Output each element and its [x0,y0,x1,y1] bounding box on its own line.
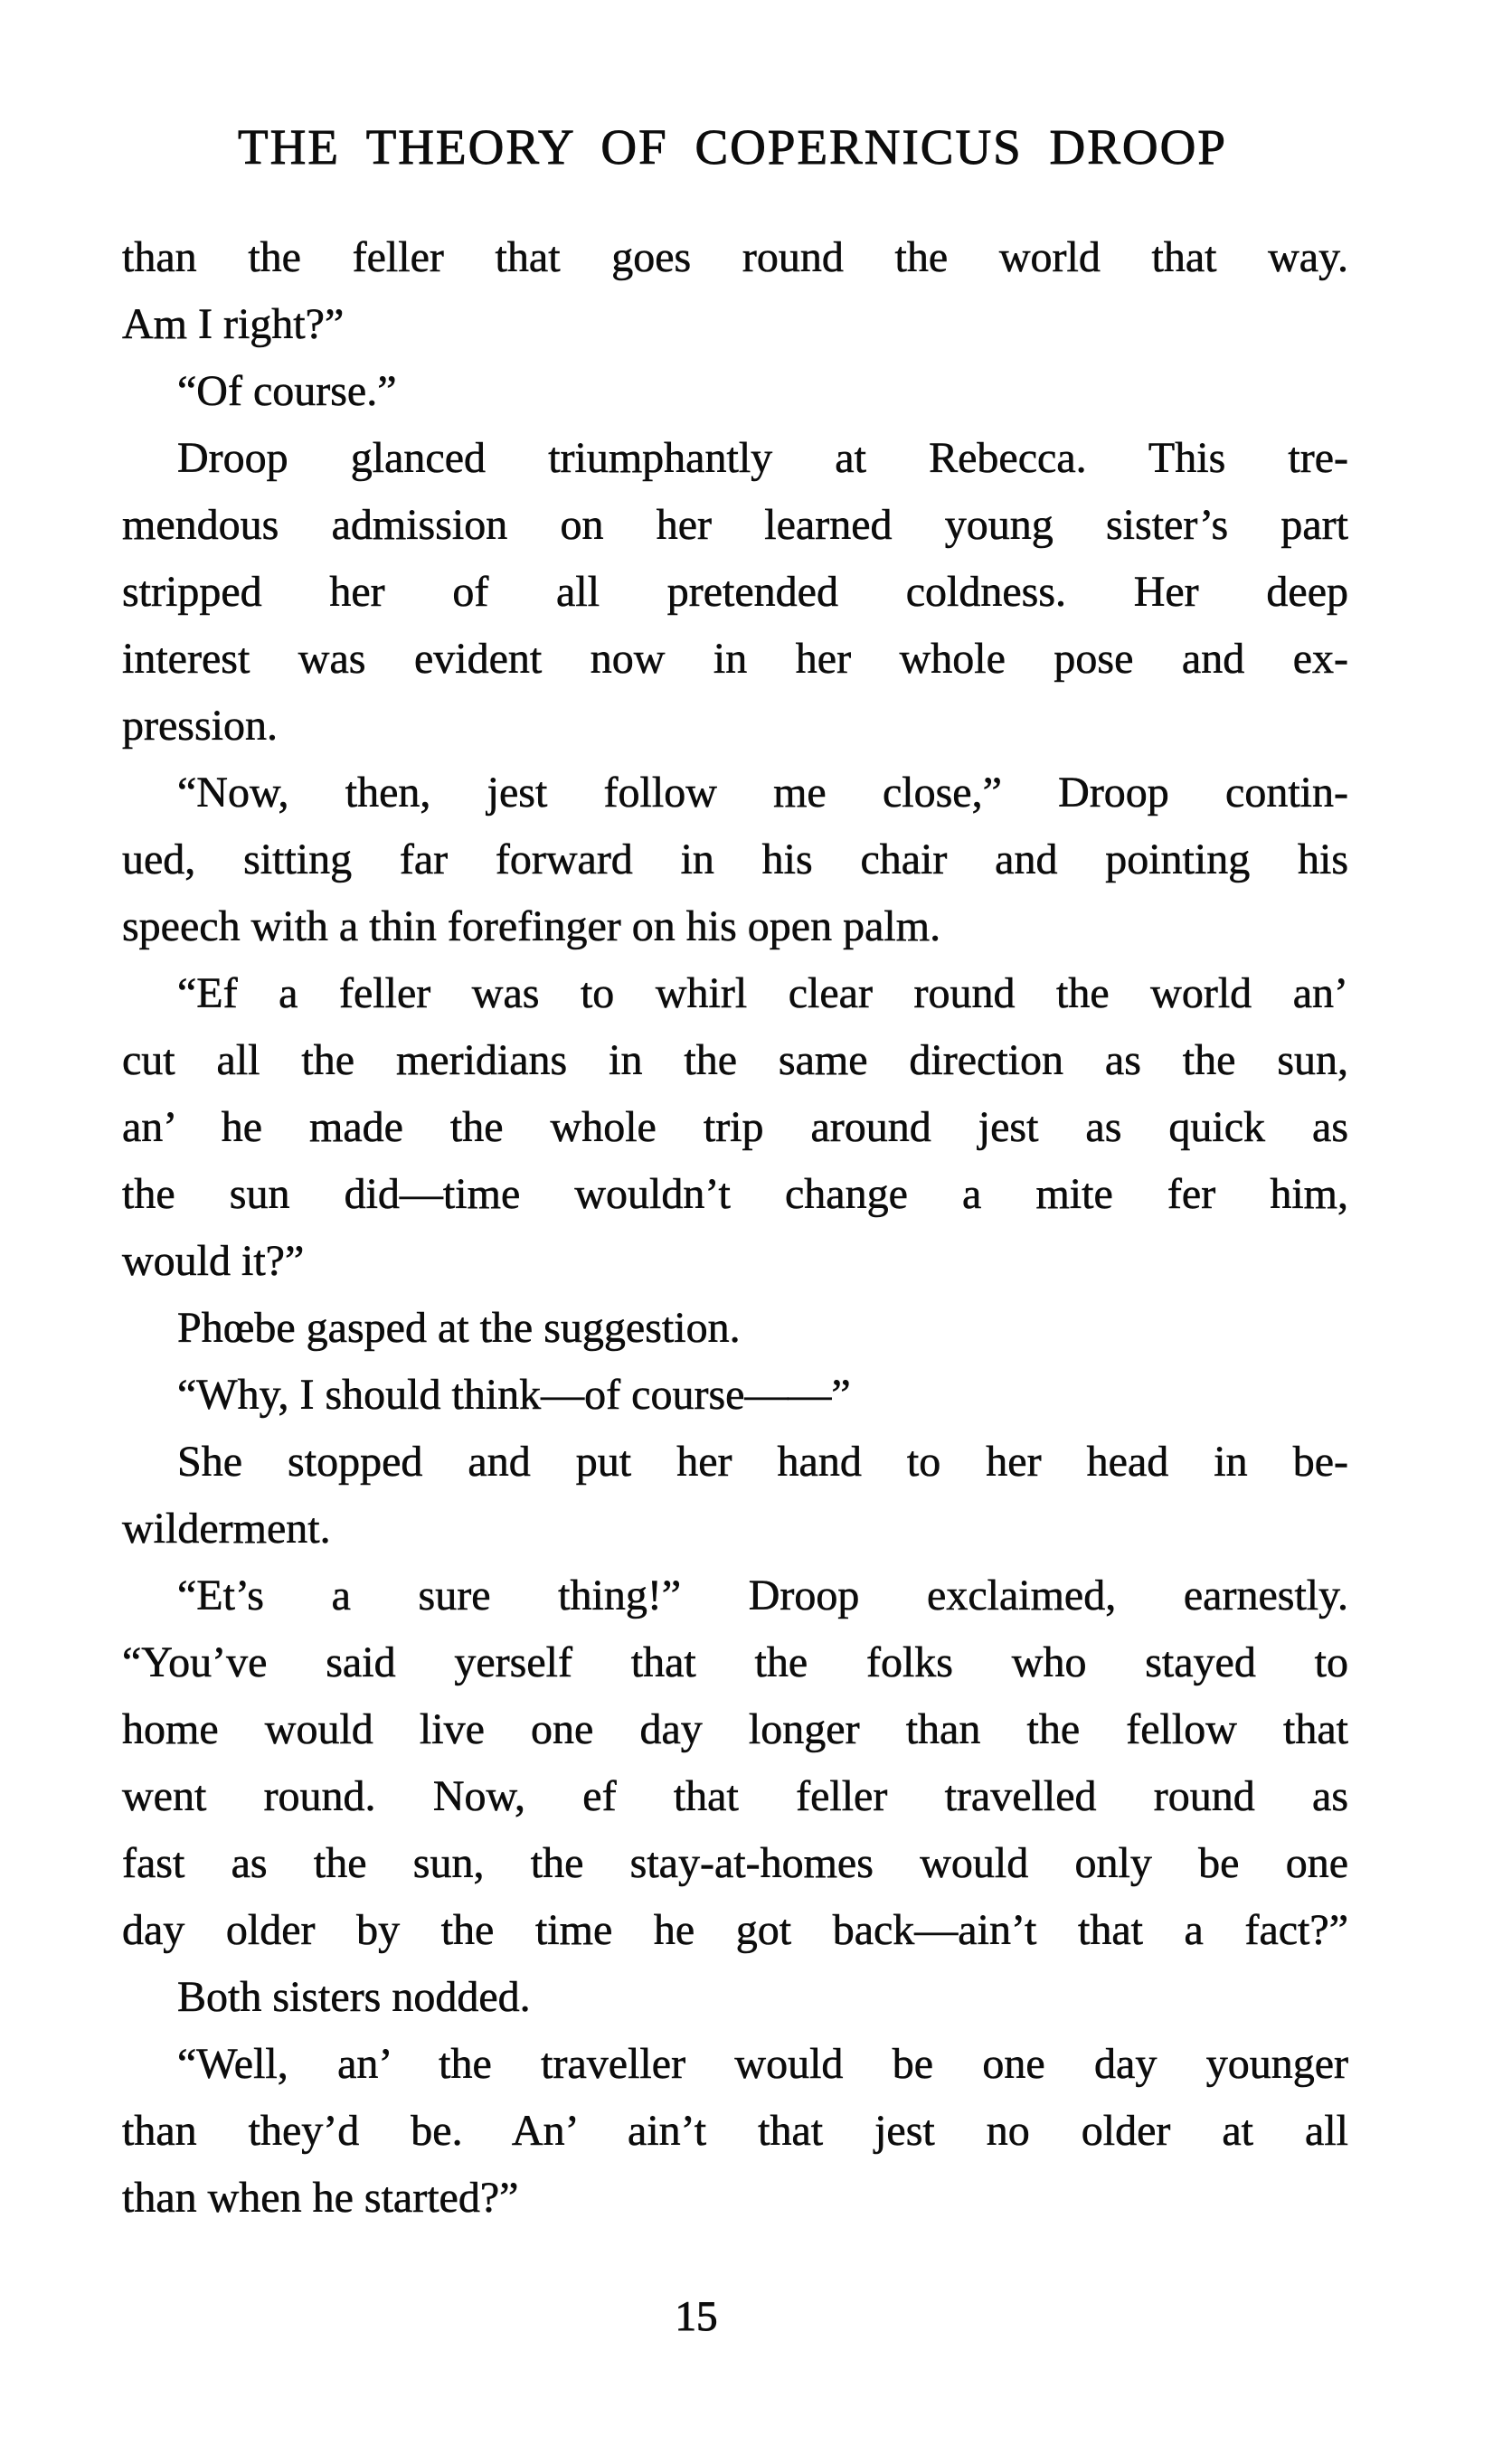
text-line: an’ he made the whole trip around jest as quick as [122,1103,1348,1151]
text-line: speech with a thin forefinger on his open palm. [122,902,941,950]
text-line: ued, sitting far forward in his chair and pointing his [122,835,1348,883]
text-line: She stopped and put her hand to her head in be- [177,1438,1348,1486]
running-head: THE THEORY OF COPERNICUS DROOP [238,119,1227,175]
text-line: “Now, then, jest follow me close,” Droop contin- [177,769,1348,817]
text-line: fast as the sun, the stay-at-homes would only be one [122,1839,1348,1887]
text-line: “Of course.” [177,367,397,415]
text-line: than they’d be. An’ ain’t that jest no older at all [122,2107,1348,2155]
text-line: Am I right?” [122,300,345,348]
text-line: stripped her of all pretended coldness. Her deep [122,568,1348,616]
text-block [122,224,1348,2232]
text-line: “Why, I should think—of course——” [177,1371,851,1419]
text-line: interest was evident now in her whole pose and ex- [122,635,1348,683]
text-line: pression. [122,702,278,750]
text-line: home would live one day longer than the fellow that [122,1705,1348,1753]
text-line: went round. Now, ef that feller travelled round as [122,1772,1348,1820]
text-line: than when he started?” [122,2174,519,2222]
page-number: 15 [675,2293,718,2340]
text-line: Droop glanced triumphantly at Rebecca. This tre- [177,434,1348,482]
text-line: Both sisters nodded. [177,1973,531,2021]
text-line: than the feller that goes round the world that way. [122,233,1348,281]
text-line: Phœbe gasped at the suggestion. [177,1304,741,1352]
text-line: mendous admission on her learned young sister’s part [122,501,1348,549]
text-line: “Ef a feller was to whirl clear round the world an’ [177,969,1348,1017]
text-line: the sun did—time wouldn’t change a mite fer him, [122,1170,1348,1218]
text-line: “Et’s a sure thing!” Droop exclaimed, earnestly. [177,1572,1348,1619]
text-line: cut all the meridians in the same direction as the sun, [122,1036,1348,1084]
text-line: wilderment. [122,1505,331,1553]
text-line: day older by the time he got back—ain’t that a fact?” [122,1906,1348,1954]
text-line: “You’ve said yerself that the folks who stayed to [122,1638,1348,1686]
text-line: would it?” [122,1237,305,1285]
text-line: “Well, an’ the traveller would be one day younger [177,2040,1348,2088]
